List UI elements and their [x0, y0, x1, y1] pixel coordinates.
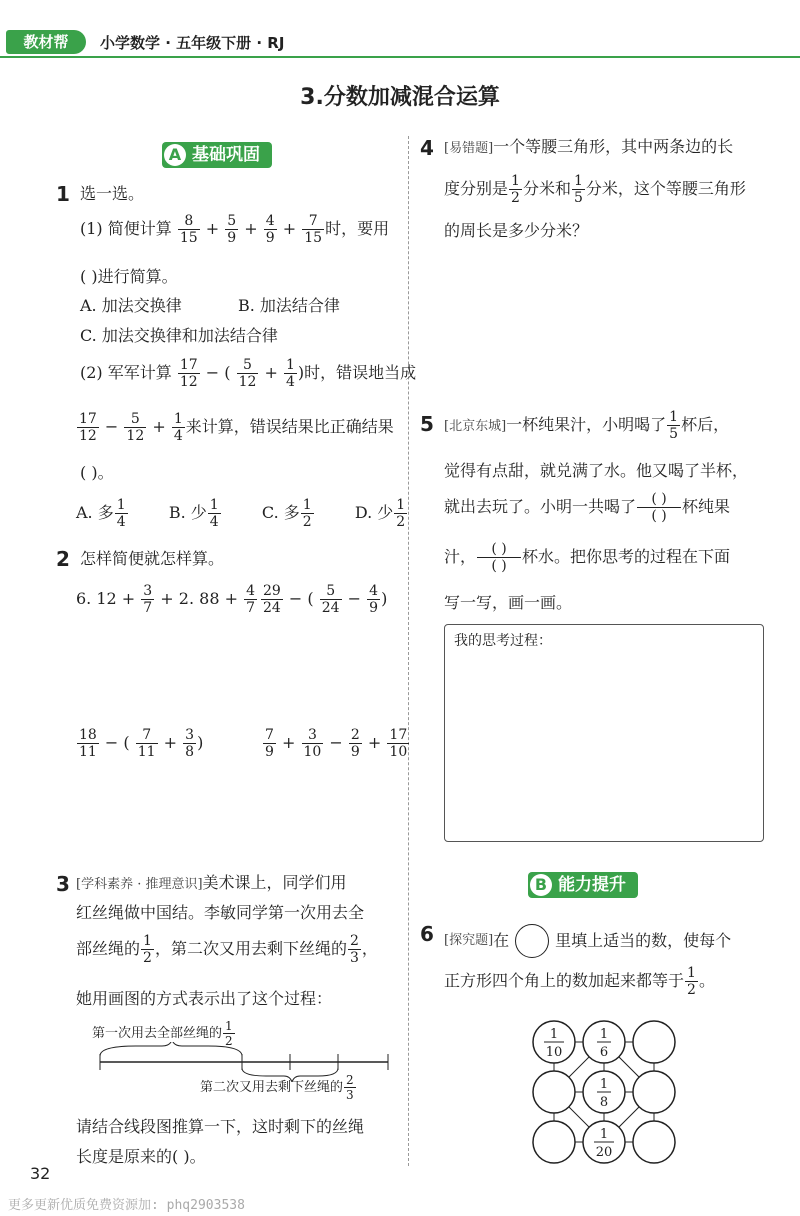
diagram-bottom-label: 第二次又用去剩下丝绳的 $\frac{2}{3}$ — [200, 1073, 354, 1102]
circle-numerator: 1 — [599, 1077, 609, 1092]
fraction: $\frac{3}{10}$ — [303, 727, 322, 760]
q3-line3: 部丝绳的 $\frac{1}{2}$ ，第二次又用去剩下丝绳的 $\frac{2}{3}$ ， — [76, 933, 378, 966]
section-b-letter: B — [530, 874, 552, 896]
circle-grid-diagram — [530, 1018, 678, 1170]
fraction: $\frac{18}{11}$ — [79, 727, 97, 760]
q5-line2: 觉得有点甜，就兑满了水。他又喝了半杯， — [444, 461, 749, 480]
circle-numerator: 1 — [549, 1027, 559, 1042]
q4-tag: [易错题] — [444, 141, 494, 156]
column-divider — [408, 136, 409, 1166]
answer-circle[interactable] — [633, 1121, 675, 1163]
thinking-box[interactable] — [444, 624, 764, 842]
answer-circle[interactable] — [533, 1121, 575, 1163]
q1-lead: 选一选。 — [80, 184, 145, 203]
diagram-top-label: 第一次用去全部丝绳的 $\frac{1}{2}$ — [92, 1019, 233, 1048]
q6-line1: [探究题] 在 里填上适当的数，使每个 — [444, 924, 731, 958]
fraction: $\frac{1}{2}$ — [687, 965, 696, 998]
q1p2-prefix: (2) 军军计算 — [80, 363, 172, 382]
q2-lead: 怎样简便就怎样算。 — [80, 549, 225, 568]
q1p1-option-b: B. 加法结合律 — [238, 296, 340, 315]
section-b-label: 能力提升 — [558, 875, 626, 895]
q1p2-option-b: B. 少 — [168, 503, 207, 522]
fraction: $\frac{7}{15}$ — [304, 213, 323, 246]
q2-number: 2 — [56, 547, 70, 571]
q1p2-option-c: C. 多 — [261, 503, 300, 522]
fraction: $\frac{4}{7}$ — [246, 583, 256, 616]
fraction: $\frac{3}{7}$ — [143, 583, 153, 616]
fraction: $\frac{8}{15}$ — [179, 213, 198, 246]
fraction: $\frac{5}{24}$ — [321, 583, 340, 616]
q5-line1: [北京东城]一杯纯果汁，小明喝了 $\frac{1}{5}$ 杯后， — [444, 409, 730, 442]
q1p1-blank: ( )进行简算。 — [80, 267, 178, 286]
q6-number: 6 — [420, 922, 434, 946]
q1p2-options — [76, 498, 408, 529]
q1p1-prefix: (1) 简便计算 — [80, 219, 172, 238]
fraction: $\frac{17}{12}$ — [79, 411, 97, 444]
fraction: $\frac{2}{9}$ — [350, 727, 360, 760]
q1-number: 1 — [56, 182, 70, 206]
fraction: $\frac{2}{3}$ — [346, 1073, 354, 1102]
fraction: $\frac{1}{5}$ — [573, 173, 583, 206]
q4-line2: 度分别是 $\frac{1}{2}$ 分米和 $\frac{1}{5}$ 分米，这个等腰三角形 — [444, 173, 746, 206]
fraction: $\frac{29}{24}$ — [263, 583, 281, 616]
q1-part2-line: (2) 军军计算 $\frac{17}{12}$ − ( $\frac{5}{12}$ + $\frac{1}{4}$ )时，错误地当成 — [80, 357, 417, 390]
section-a-badge — [162, 142, 272, 168]
circle-numerator: 1 — [599, 1027, 609, 1042]
q3-line1: [学科素养 · 推理意识]美术课上，同学们用 — [76, 873, 347, 892]
answer-circle[interactable] — [533, 1071, 575, 1113]
circle-denominator: 20 — [595, 1145, 613, 1160]
fraction: $\frac{1}{4}$ — [209, 497, 219, 530]
q5-line3: 就出去玩了。小明一共喝了 $\frac{( )}{( )}$ 杯纯果 — [444, 491, 731, 524]
blank-fraction[interactable]: $\frac{( )}{( )}$ — [637, 492, 681, 523]
circle-denominator: 10 — [545, 1045, 563, 1060]
q1p2-option-a: A. 多 — [76, 503, 114, 522]
watermark-text: 更多更新优质免费资源加: phq2903538 — [8, 1198, 245, 1213]
fraction: $\frac{7}{9}$ — [265, 727, 274, 760]
q1-part2-line2: $\frac{17}{12}$ − $\frac{5}{12}$ + $\frac{1}{4}$ 来计算，错误结果比正确结果 — [79, 411, 394, 444]
fraction: $\frac{1}{4}$ — [173, 411, 183, 444]
q1p2-blank: ( )。 — [80, 463, 114, 482]
answer-circle[interactable] — [633, 1071, 675, 1113]
q4-line3: 的周长是多少分米？ — [444, 221, 589, 240]
book-title: 小学数学 · 五年级下册 · RJ — [100, 34, 285, 52]
thinking-box-label: 我的思考过程： — [454, 633, 552, 649]
q2-expression-1: 6. 12 + $\frac{3}{7}$ + 2. 88 + $\frac{4}{7}$ — [76, 583, 256, 616]
q5-tag: [北京东城] — [444, 419, 507, 434]
q5-line5: 写一写，画一画。 — [444, 593, 573, 612]
q3-tag: [学科素养 · 推理意识] — [76, 877, 203, 892]
brand-badge: 教材帮 — [6, 30, 86, 54]
fraction: $\frac{1}{5}$ — [669, 409, 679, 442]
fraction: $\frac{1}{2}$ — [302, 497, 312, 530]
q3-line5: 请结合线段图推算一下，这时剩下的丝绳 — [76, 1117, 365, 1136]
q1p2-suffix: 时，错误地当成 — [304, 363, 417, 382]
fraction: $\frac{4}{9}$ — [369, 583, 379, 616]
q5-number: 5 — [420, 412, 434, 436]
fraction: $\frac{5}{12}$ — [238, 357, 257, 390]
fraction: $\frac{17}{12}$ — [179, 357, 198, 390]
q1p1-suffix: 时，要用 — [325, 219, 390, 238]
section-a-label: 基础巩固 — [192, 145, 260, 165]
fraction: $\frac{1}{2}$ — [143, 933, 152, 966]
fraction: $\frac{17}{10}$ — [389, 727, 408, 760]
fraction: $\frac{7}{11}$ — [137, 727, 156, 760]
q1p1-option-a: A. 加法交换律 — [80, 296, 182, 315]
fraction: $\frac{1}{2}$ — [396, 497, 406, 530]
circle-icon — [515, 924, 549, 958]
top-brace — [100, 1042, 242, 1056]
fraction: $\frac{5}{12}$ — [126, 411, 145, 444]
fraction: $\frac{3}{8}$ — [185, 727, 195, 760]
circle-denominator: 8 — [599, 1095, 609, 1110]
page-number: 32 — [30, 1164, 51, 1183]
fraction: $\frac{1}{2}$ — [511, 173, 520, 206]
q3-line4: 她用画图的方式表示出了这个过程： — [76, 989, 333, 1008]
q3-number: 3 — [56, 872, 70, 896]
blank-fraction[interactable]: $\frac{( )}{( )}$ — [477, 542, 521, 573]
q4-number: 4 — [420, 136, 434, 160]
q6-line2: 正方形四个角上的数加起来都等于 $\frac{1}{2}$ 。 — [444, 965, 715, 998]
fraction: $\frac{5}{9}$ — [227, 213, 237, 246]
q4-line1: [易错题]一个等腰三角形，其中两条边的长 — [444, 137, 734, 156]
q1p2-suffix2: 来计算，错误结果比正确结果 — [185, 417, 394, 436]
q1-part1-line: (1) 简便计算 $\frac{8}{15}$ + $\frac{5}{9}$ + $\frac{4}{9}$ + $\frac{7}{15}$ 时，要用 — [80, 213, 390, 246]
q3-line6: 长度是原来的( )。 — [76, 1147, 206, 1166]
q1p1-option-c: C. 加法交换律和加法结合律 — [80, 326, 278, 345]
q1p2-option-d: D. 少 — [354, 503, 394, 522]
q2-expression-3: $\frac{18}{11}$ − ( $\frac{7}{11}$ + $\frac{3}{8}$ ) — [79, 727, 204, 760]
fraction: $\frac{2}{3}$ — [349, 933, 359, 966]
q2-expression-4: $\frac{7}{9}$ + $\frac{3}{10}$ − $\frac{2}{9}$ + $\frac{17}{10}$ — [265, 727, 408, 760]
circle-denominator: 6 — [599, 1045, 609, 1060]
q2-expression-2: $\frac{29}{24}$ − ( $\frac{5}{24}$ − $\frac{4}{9}$ ) — [263, 583, 388, 616]
q6-tag: [探究题] — [444, 933, 494, 948]
fraction: $\frac{1}{2}$ — [225, 1019, 233, 1048]
fraction: $\frac{4}{9}$ — [265, 213, 275, 246]
page-title: 3.分数加减混合运算 — [300, 85, 500, 110]
header-rule — [0, 56, 800, 58]
q3-line2: 红丝绳做中国结。李敏同学第一次用去全 — [76, 903, 365, 922]
circle-numerator: 1 — [599, 1127, 609, 1142]
fraction: $\frac{1}{4}$ — [286, 357, 295, 390]
fraction: $\frac{1}{4}$ — [116, 497, 126, 530]
q5-line4: 汁， $\frac{( )}{( )}$ 杯水。把你思考的过程在下面 — [444, 541, 731, 574]
answer-circle[interactable] — [633, 1021, 675, 1063]
section-b-badge — [528, 872, 638, 898]
section-a-letter: A — [164, 144, 186, 166]
